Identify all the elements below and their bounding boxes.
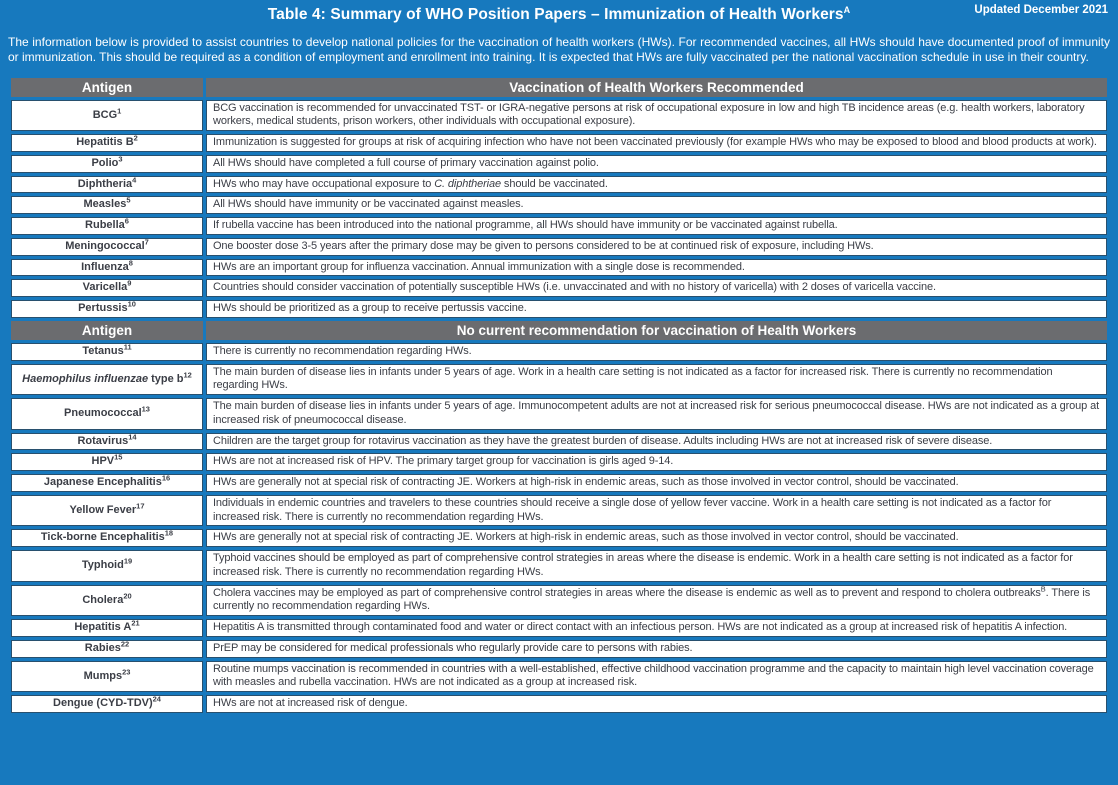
text-fragment: Hepatitis A is transmitted through contaminated food and water or direct contact with an infectious person. HWs are not indicated as a group at increased risk of hepatitis A infection. bbox=[213, 621, 1068, 634]
text-fragment: If rubella vaccine has been introduced into the national programme, all HWs should have immunity or be vaccinated against rubella. bbox=[213, 219, 838, 232]
description-cell bbox=[206, 238, 1107, 256]
table-row bbox=[11, 364, 1107, 396]
antigen-cell bbox=[11, 134, 203, 152]
text-fragment: HWs who may have occupational exposure to bbox=[213, 177, 435, 190]
text-fragment: Rotavirus bbox=[77, 434, 129, 447]
table-row bbox=[11, 279, 1107, 297]
description-cell bbox=[206, 619, 1107, 637]
antigen-column-header: Antigen bbox=[11, 78, 203, 97]
text-fragment: Hepatitis A bbox=[74, 621, 132, 634]
table-row bbox=[11, 474, 1107, 492]
antigen-cell bbox=[11, 433, 203, 451]
table-row bbox=[11, 433, 1107, 451]
text-fragment: HWs are not at increased risk of HPV. The primary target group for vaccination is girls aged 9-14. bbox=[213, 455, 674, 468]
text-fragment: 13 bbox=[141, 404, 150, 414]
antigen-cell bbox=[11, 100, 203, 132]
text-fragment: 15 bbox=[114, 452, 123, 462]
antigen-column-header: Antigen bbox=[11, 321, 203, 340]
text-fragment: HWs are an important group for influenza vaccination. Annual immunization with a single dose is recommended. bbox=[213, 260, 745, 273]
antigen-cell bbox=[11, 453, 203, 471]
text-fragment: Japanese Encephalitis bbox=[43, 476, 162, 489]
text-fragment: Children are the target group for rotavirus vaccination as they have the greatest burden of disease. Adults including HWs are not at increased risk of severe disease. bbox=[213, 434, 993, 447]
description-cell bbox=[206, 196, 1107, 214]
description-cell bbox=[206, 640, 1107, 658]
text-fragment: should be vaccinated. bbox=[501, 177, 608, 190]
antigen-cell bbox=[11, 695, 203, 713]
text-fragment: All HWs should have completed a full course of primary vaccination against polio. bbox=[213, 156, 599, 169]
text-fragment: type b bbox=[148, 372, 184, 385]
text-fragment: HWs are not at increased risk of dengue. bbox=[213, 697, 408, 710]
text-fragment: Typhoid vaccines should be employed as part of comprehensive control strategies in areas where the disease is endemic. Work in a health care setting is not indicated as a factor for increased risk. There is currently no recommendation regarding HWs. bbox=[213, 552, 1073, 578]
description-cell bbox=[206, 134, 1107, 152]
text-fragment: HWs are generally not at special risk of contracting JE. Workers at high-risk in endemic areas, such as those involved in vector control, should be vaccinated. bbox=[213, 476, 959, 489]
text-fragment: Hepatitis B bbox=[76, 136, 134, 149]
antigen-cell bbox=[11, 550, 203, 582]
text-fragment: Dengue (CYD-TDV) bbox=[53, 697, 153, 710]
text-fragment: Rubella bbox=[85, 219, 125, 232]
text-fragment: BCG vaccination is recommended for unvaccinated TST- or IGRA-negative persons at risk of occupational exposure in low and high TB incidence areas (e.g. health workers, laboratory workers, medical students, prison workers, other individuals with occupational exposure). bbox=[213, 101, 1085, 128]
antigen-cell bbox=[11, 259, 203, 277]
antigen-cell bbox=[11, 343, 203, 361]
text-fragment: 21 bbox=[131, 618, 140, 628]
table-row bbox=[11, 196, 1107, 214]
text-fragment: B bbox=[1040, 584, 1046, 594]
description-column-header: Vaccination of Health Workers Recommended bbox=[206, 78, 1107, 97]
antigen-cell bbox=[11, 196, 203, 214]
text-fragment: Immunization is suggested for groups at risk of acquiring infection who have not been vaccinated previously (for example HWs who may be exposed to blood and blood products at work). bbox=[213, 136, 1097, 149]
text-fragment: 9 bbox=[127, 278, 132, 288]
text-fragment: 1 bbox=[117, 105, 122, 115]
table-row bbox=[11, 217, 1107, 235]
antigen-cell bbox=[11, 529, 203, 547]
text-fragment: 11 bbox=[123, 342, 132, 352]
table-row bbox=[11, 100, 1107, 132]
updated-date-label: Updated December 2021 bbox=[974, 4, 1108, 16]
text-fragment: Pertussis bbox=[78, 302, 128, 315]
text-fragment: Tick-borne Encephalitis bbox=[40, 531, 165, 544]
table-row bbox=[11, 343, 1107, 361]
description-cell bbox=[206, 474, 1107, 492]
description-cell bbox=[206, 453, 1107, 471]
text-fragment: 22 bbox=[120, 639, 130, 649]
text-fragment: Cholera vaccines may be employed as part of comprehensive control strategies in areas where the disease is endemic as well as to prevent and respond to cholera outbreaks bbox=[213, 586, 1041, 599]
text-fragment: . There is currently no recommendation regarding HWs. bbox=[213, 586, 1091, 613]
text-fragment: 3 bbox=[118, 154, 123, 164]
text-fragment: BCG bbox=[92, 108, 118, 121]
text-fragment: Polio bbox=[91, 156, 119, 169]
table-row bbox=[11, 585, 1107, 617]
antigen-cell bbox=[11, 155, 203, 173]
description-cell bbox=[206, 100, 1107, 132]
text-fragment: Countries should consider vaccination of potentially susceptible HWs (i.e. unvaccinated and with no history of varicella) with 2 doses of varicella vaccine. bbox=[213, 281, 936, 294]
text-fragment: Rabies bbox=[84, 641, 121, 654]
description-cell bbox=[206, 495, 1107, 527]
text-fragment: Typhoid bbox=[81, 559, 124, 572]
text-fragment: Diphtheria bbox=[77, 177, 133, 190]
table-row bbox=[11, 398, 1107, 430]
antigen-cell bbox=[11, 300, 203, 318]
table-row bbox=[11, 300, 1107, 318]
text-fragment: C. diphtheriae bbox=[434, 177, 501, 190]
table-row bbox=[11, 453, 1107, 471]
antigen-cell bbox=[11, 238, 203, 256]
text-fragment: Tetanus bbox=[82, 344, 124, 357]
table-row bbox=[11, 550, 1107, 582]
text-fragment: 12 bbox=[183, 369, 192, 379]
text-fragment: Measles bbox=[83, 198, 127, 211]
text-fragment: 6 bbox=[124, 216, 129, 226]
text-fragment: The main burden of disease lies in infants under 5 years of age. Work in a health care setting is not indicated as a factor for increased risk. There is currently no recommendation regarding HWs. bbox=[213, 365, 1053, 392]
description-cell bbox=[206, 259, 1107, 277]
section-header-row bbox=[11, 78, 1107, 97]
page-title bbox=[0, 0, 1118, 24]
description-cell bbox=[206, 300, 1107, 318]
text-fragment: 19 bbox=[123, 556, 133, 566]
text-fragment: 20 bbox=[123, 590, 132, 600]
text-fragment: 4 bbox=[132, 175, 137, 185]
description-cell bbox=[206, 364, 1107, 396]
text-fragment: Routine mumps vaccination is recommended in countries with a well-established, effective childhood vaccination programme and the capacity to maintain high level vaccination coverage with measles and rubella vaccination. HWs are not indicated as a group at increased risk. bbox=[213, 662, 1094, 689]
table-body bbox=[11, 78, 1107, 713]
text-fragment: HWs should be prioritized as a group to receive pertussis vaccine. bbox=[213, 302, 527, 315]
description-cell bbox=[206, 585, 1107, 617]
text-fragment: 2 bbox=[133, 133, 138, 143]
text-fragment: 7 bbox=[144, 237, 149, 247]
text-fragment: PrEP may be considered for medical professionals who regularly provide care to persons with rabies. bbox=[213, 641, 693, 654]
description-cell bbox=[206, 695, 1107, 713]
text-fragment: Individuals in endemic countries and travelers to these countries should receive a single dose of yellow fever vaccine. Work in a health care setting is not indicated as a factor for increased risk. There is currently no recommendation regarding HWs. bbox=[213, 496, 1052, 523]
who-position-papers-table bbox=[8, 75, 1110, 716]
text-fragment: 17 bbox=[136, 501, 145, 511]
text-fragment: All HWs should have immunity or be vaccinated against measles. bbox=[213, 198, 524, 211]
table-row bbox=[11, 259, 1107, 277]
text-fragment: 14 bbox=[128, 432, 137, 442]
text-fragment: 23 bbox=[122, 666, 131, 676]
description-cell bbox=[206, 433, 1107, 451]
text-fragment: HPV bbox=[91, 455, 115, 468]
description-cell bbox=[206, 343, 1107, 361]
text-fragment: Influenza bbox=[81, 260, 129, 273]
antigen-cell bbox=[11, 364, 203, 396]
antigen-cell bbox=[11, 619, 203, 637]
table-row bbox=[11, 695, 1107, 713]
text-fragment: 16 bbox=[161, 473, 171, 483]
description-cell bbox=[206, 661, 1107, 693]
text-fragment: 10 bbox=[127, 299, 136, 309]
description-column-header: No current recommendation for vaccination of Health Workers bbox=[206, 321, 1107, 340]
text-fragment: Varicella bbox=[82, 281, 128, 294]
antigen-cell bbox=[11, 176, 203, 194]
antigen-cell bbox=[11, 217, 203, 235]
table-row bbox=[11, 529, 1107, 547]
antigen-cell bbox=[11, 661, 203, 693]
text-fragment: 18 bbox=[164, 528, 174, 538]
page-title-footnote-marker: A bbox=[843, 4, 851, 15]
description-cell bbox=[206, 176, 1107, 194]
intro-paragraph: The information below is provided to assist countries to develop national policies for the vaccination of health workers (HWs). For recommended vaccines, all HWs should have documented proof of immunity or immunization. This should be required as a condition of employment and enrollment into training. It is expected that HWs are fully vaccinated per the national vaccination schedule in use in their country. bbox=[8, 35, 1110, 65]
antigen-cell bbox=[11, 585, 203, 617]
text-fragment: One booster dose 3-5 years after the primary dose may be given to persons considered to be at continued risk of exposure, including HWs. bbox=[213, 239, 874, 252]
section-header-row bbox=[11, 321, 1107, 340]
antigen-cell bbox=[11, 640, 203, 658]
text-fragment: Haemophilus influenzae bbox=[22, 372, 149, 385]
description-cell bbox=[206, 550, 1107, 582]
table-row bbox=[11, 661, 1107, 693]
table-row bbox=[11, 619, 1107, 637]
description-cell bbox=[206, 398, 1107, 430]
page-title-text: Table 4: Summary of WHO Position Papers – Immunization of Health Workers bbox=[267, 6, 844, 23]
text-fragment: The main burden of disease lies in infants under 5 years of age. Immunocompetent adults are not at increased risk for serious pneumococcal disease. HWs are not indicated as a group at increased risk of pneumococcal disease. bbox=[213, 400, 1100, 426]
text-fragment: Pneumococcal bbox=[64, 407, 142, 420]
text-fragment: 8 bbox=[128, 258, 133, 268]
text-fragment: HWs are generally not at special risk of contracting JE. Workers at high-risk in endemic areas, such as those involved in vector control, should be vaccinated. bbox=[213, 531, 959, 544]
antigen-cell bbox=[11, 398, 203, 430]
description-cell bbox=[206, 155, 1107, 173]
table-row bbox=[11, 238, 1107, 256]
description-cell bbox=[206, 217, 1107, 235]
table-row bbox=[11, 495, 1107, 527]
description-cell bbox=[206, 529, 1107, 547]
text-fragment: Cholera bbox=[82, 593, 124, 606]
table-row bbox=[11, 176, 1107, 194]
antigen-cell bbox=[11, 279, 203, 297]
text-fragment: There is currently no recommendation regarding HWs. bbox=[213, 344, 472, 357]
description-cell bbox=[206, 279, 1107, 297]
text-fragment: Mumps bbox=[83, 669, 123, 682]
text-fragment: 24 bbox=[152, 694, 161, 704]
text-fragment: Meningococcal bbox=[65, 239, 145, 252]
antigen-cell bbox=[11, 474, 203, 492]
antigen-cell bbox=[11, 495, 203, 527]
text-fragment: 5 bbox=[126, 195, 131, 205]
table-row bbox=[11, 134, 1107, 152]
table-row bbox=[11, 155, 1107, 173]
text-fragment: Yellow Fever bbox=[69, 503, 137, 516]
table-row bbox=[11, 640, 1107, 658]
